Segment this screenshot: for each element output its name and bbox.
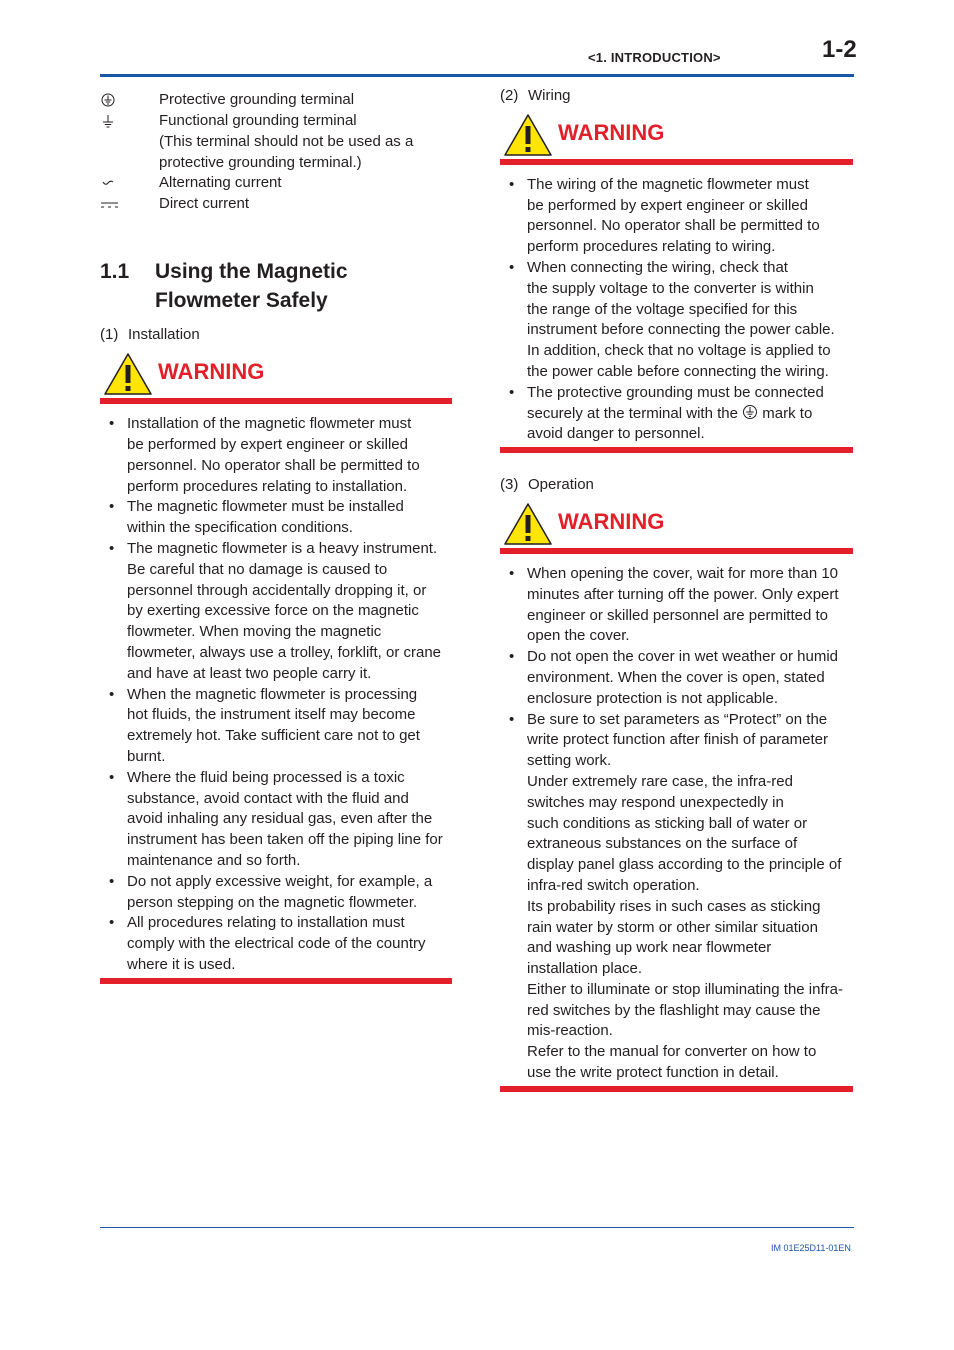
list-item bbox=[100, 414, 452, 497]
left-column bbox=[100, 90, 452, 984]
warning-header bbox=[500, 502, 853, 548]
text-line: Under extremely rare case, the infra-red bbox=[527, 772, 793, 790]
text-line: perform procedures relating to installation. bbox=[127, 477, 408, 495]
text-fragment: securely at the terminal with the bbox=[527, 404, 743, 422]
subsection-number: (2) bbox=[500, 87, 519, 104]
text-line: engineer or skilled personnel are permitted to bbox=[527, 606, 829, 624]
text-line: Refer to the manual for converter on how to bbox=[527, 1043, 817, 1061]
symbol-text-line: (This terminal should not be used as a bbox=[159, 132, 414, 150]
text-line: Either to illuminate or stop illuminating the infra- bbox=[527, 980, 843, 998]
subsection-title: Operation bbox=[528, 476, 594, 494]
text-line: • When the magnetic flowmeter is processing bbox=[127, 685, 418, 703]
section-heading bbox=[100, 257, 452, 315]
warning-triangle-icon bbox=[503, 113, 553, 157]
text-line: where it is used. bbox=[127, 955, 236, 973]
right-column bbox=[500, 86, 853, 1092]
subsection-title: Installation bbox=[128, 326, 200, 344]
symbol-description bbox=[159, 173, 452, 194]
text-line: enclosure protection is not applicable. bbox=[527, 689, 778, 707]
text-line: maintenance and so forth. bbox=[127, 851, 301, 869]
paragraph bbox=[527, 710, 853, 772]
text-line: by exerting excessive force on the magnetic bbox=[127, 602, 419, 620]
paragraph bbox=[527, 897, 853, 980]
text-line: • The magnetic flowmeter is a heavy instrument. bbox=[127, 539, 438, 557]
symbol-row bbox=[100, 90, 452, 111]
text-line: Be careful that no damage is caused to bbox=[127, 560, 388, 578]
text-line: Its probability rises in such cases as sticking bbox=[527, 897, 821, 915]
paragraph bbox=[527, 980, 853, 1042]
paragraph bbox=[527, 772, 853, 897]
text-line: instrument has been taken off the piping line for bbox=[127, 831, 443, 849]
text-line: substance, avoid contact with the fluid and bbox=[127, 789, 409, 807]
text-line: • Installation of the magnetic flowmeter must bbox=[127, 415, 412, 433]
warning-box-installation bbox=[100, 352, 452, 984]
warning-bottom-bar bbox=[500, 1086, 853, 1092]
text-line: such conditions as sticking ball of water or bbox=[527, 814, 808, 832]
text-line: and washing up work near flowmeter bbox=[527, 939, 772, 957]
text-line: be performed by expert engineer or skilled bbox=[127, 435, 408, 453]
list-item bbox=[500, 175, 853, 258]
text-line: the power cable before connecting the wiring. bbox=[527, 362, 829, 380]
warning-header bbox=[500, 113, 853, 159]
text-line: switches may respond unexpectedly in bbox=[527, 793, 784, 811]
text-line: open the cover. bbox=[527, 627, 630, 645]
section-title-line: Using the Magnetic bbox=[155, 260, 348, 284]
symbol-text-line: Protective grounding terminal bbox=[159, 91, 355, 108]
text-line: the supply voltage to the converter is within bbox=[527, 279, 814, 297]
text-line: instrument before connecting the power cable. bbox=[527, 321, 835, 339]
warning-triangle-icon bbox=[503, 502, 553, 546]
symbol-row bbox=[100, 194, 452, 215]
text-line: • The protective grounding must be connected bbox=[527, 383, 824, 401]
text-line: • The magnetic flowmeter must be installed bbox=[127, 498, 404, 516]
text-line: write protect function after finish of parameter bbox=[527, 731, 828, 749]
warning-label: WARNING bbox=[558, 508, 665, 534]
symbol-row bbox=[100, 111, 452, 173]
text-line: burnt. bbox=[127, 747, 166, 765]
warning-triangle-icon bbox=[103, 352, 153, 396]
text-line: mis-reaction. bbox=[527, 1022, 613, 1040]
text-line: avoid danger to personnel. bbox=[527, 425, 705, 443]
list-item bbox=[500, 564, 853, 647]
text-line: hot fluids, the instrument itself may become bbox=[127, 706, 416, 724]
warning-list bbox=[100, 404, 452, 978]
text-line: • Be sure to set parameters as “Protect” on the bbox=[527, 710, 828, 728]
list-item bbox=[500, 383, 853, 445]
text-line: In addition, check that no voltage is applied to bbox=[527, 342, 831, 360]
subsection-operation bbox=[500, 475, 853, 496]
text-line: • Do not apply excessive weight, for example, a bbox=[127, 872, 433, 890]
direct-current-icon bbox=[100, 196, 118, 212]
alternating-current-icon bbox=[100, 175, 118, 191]
subsection-installation bbox=[100, 325, 452, 346]
text-line: be performed by expert engineer or skilled bbox=[527, 196, 808, 214]
subsection-title: Wiring bbox=[528, 87, 571, 104]
text-line: comply with the electrical code of the country bbox=[127, 935, 426, 953]
protective-ground-icon bbox=[742, 404, 758, 420]
text-line: flowmeter. When moving the magnetic bbox=[127, 623, 382, 641]
text-line: extraneous substances on the surface of bbox=[527, 835, 798, 853]
functional-ground-icon bbox=[100, 113, 118, 129]
warning-label: WARNING bbox=[158, 359, 265, 385]
text-line: • Do not open the cover in wet weather or humid bbox=[527, 648, 839, 666]
document-id: IM 01E25D11-01EN bbox=[771, 1243, 851, 1253]
running-header-chapter: <1. INTRODUCTION> bbox=[588, 50, 721, 65]
text-line: environment. When the cover is open, stated bbox=[527, 668, 825, 686]
text-line: • When connecting the wiring, check that bbox=[527, 258, 788, 276]
symbol-text-line: Alternating current bbox=[159, 174, 282, 192]
text-line: avoid inhaling any residual gas, even after the bbox=[127, 810, 433, 828]
warning-bottom-bar bbox=[100, 978, 452, 984]
text-line: perform procedures relating to wiring. bbox=[527, 238, 776, 256]
text-line: setting work. bbox=[527, 752, 612, 770]
text-line: • Where the fluid being processed is a toxic bbox=[127, 768, 405, 786]
section-number: 1.1 bbox=[100, 260, 130, 284]
symbol-description bbox=[159, 90, 452, 111]
symbol-description bbox=[159, 194, 452, 215]
subsection-wiring bbox=[500, 86, 853, 107]
text-line: • When opening the cover, wait for more than 10 bbox=[527, 564, 839, 582]
text-line: rain water by storm or other similar situation bbox=[527, 918, 818, 936]
protective-ground-icon bbox=[100, 92, 118, 108]
symbol-row bbox=[100, 173, 452, 194]
text-line: personnel. No operator shall be permitted to bbox=[127, 456, 420, 474]
warning-bottom-bar bbox=[500, 447, 853, 453]
symbol-legend bbox=[100, 90, 452, 215]
footer-rule bbox=[100, 1227, 854, 1228]
list-item bbox=[100, 539, 452, 685]
text-line: • All procedures relating to installation must bbox=[127, 914, 405, 932]
text-line: minutes after turning off the power. Only expert bbox=[527, 585, 839, 603]
warning-list bbox=[500, 554, 853, 1086]
text-line bbox=[527, 404, 853, 425]
list-item bbox=[100, 497, 452, 539]
text-line: installation place. bbox=[527, 960, 643, 978]
text-line: the range of the voltage specified for this bbox=[527, 300, 798, 318]
paragraph bbox=[527, 1042, 853, 1084]
warning-box-operation bbox=[500, 502, 853, 1092]
text-line: and have at least two people carry it. bbox=[127, 664, 372, 682]
warning-label: WARNING bbox=[558, 119, 665, 145]
symbol-text-line: Functional grounding terminal bbox=[159, 112, 357, 129]
symbol-description bbox=[159, 111, 452, 173]
list-item bbox=[500, 258, 853, 383]
text-fragment: mark to bbox=[758, 404, 813, 422]
list-item bbox=[100, 768, 452, 872]
list-item bbox=[100, 685, 452, 768]
list-item bbox=[500, 647, 853, 709]
text-line: • The wiring of the magnetic flowmeter must bbox=[527, 175, 809, 193]
text-line: person stepping on the magnetic flowmeter. bbox=[127, 893, 418, 911]
list-item bbox=[500, 710, 853, 1084]
symbol-text-line: Direct current bbox=[159, 195, 250, 213]
text-line: flowmeter, always use a trolley, forklift, or crane bbox=[127, 643, 442, 661]
warning-header bbox=[100, 352, 452, 398]
warning-list bbox=[500, 165, 853, 447]
text-line: extremely hot. Take sufficient care not to get bbox=[127, 727, 420, 745]
header-rule bbox=[100, 74, 854, 77]
warning-box-wiring bbox=[500, 113, 853, 453]
text-line: use the write protect function in detail. bbox=[527, 1064, 779, 1082]
text-line: within the specification conditions. bbox=[127, 519, 353, 537]
list-item bbox=[100, 913, 452, 975]
text-line: red switches by the flashlight may cause the bbox=[527, 1001, 821, 1019]
symbol-text-line: protective grounding terminal.) bbox=[159, 153, 362, 171]
subsection-number: (3) bbox=[500, 476, 519, 494]
text-line: personnel through accidentally dropping it, or bbox=[127, 581, 427, 599]
subsection-number: (1) bbox=[100, 326, 119, 344]
text-line: infra-red switch operation. bbox=[527, 876, 700, 894]
list-item bbox=[100, 872, 452, 914]
text-line: display panel glass according to the principle of bbox=[527, 856, 842, 874]
page-number: 1-2 bbox=[822, 36, 857, 63]
text-line: personnel. No operator shall be permitted to bbox=[527, 217, 820, 235]
section-title-line: Flowmeter Safely bbox=[155, 289, 328, 313]
